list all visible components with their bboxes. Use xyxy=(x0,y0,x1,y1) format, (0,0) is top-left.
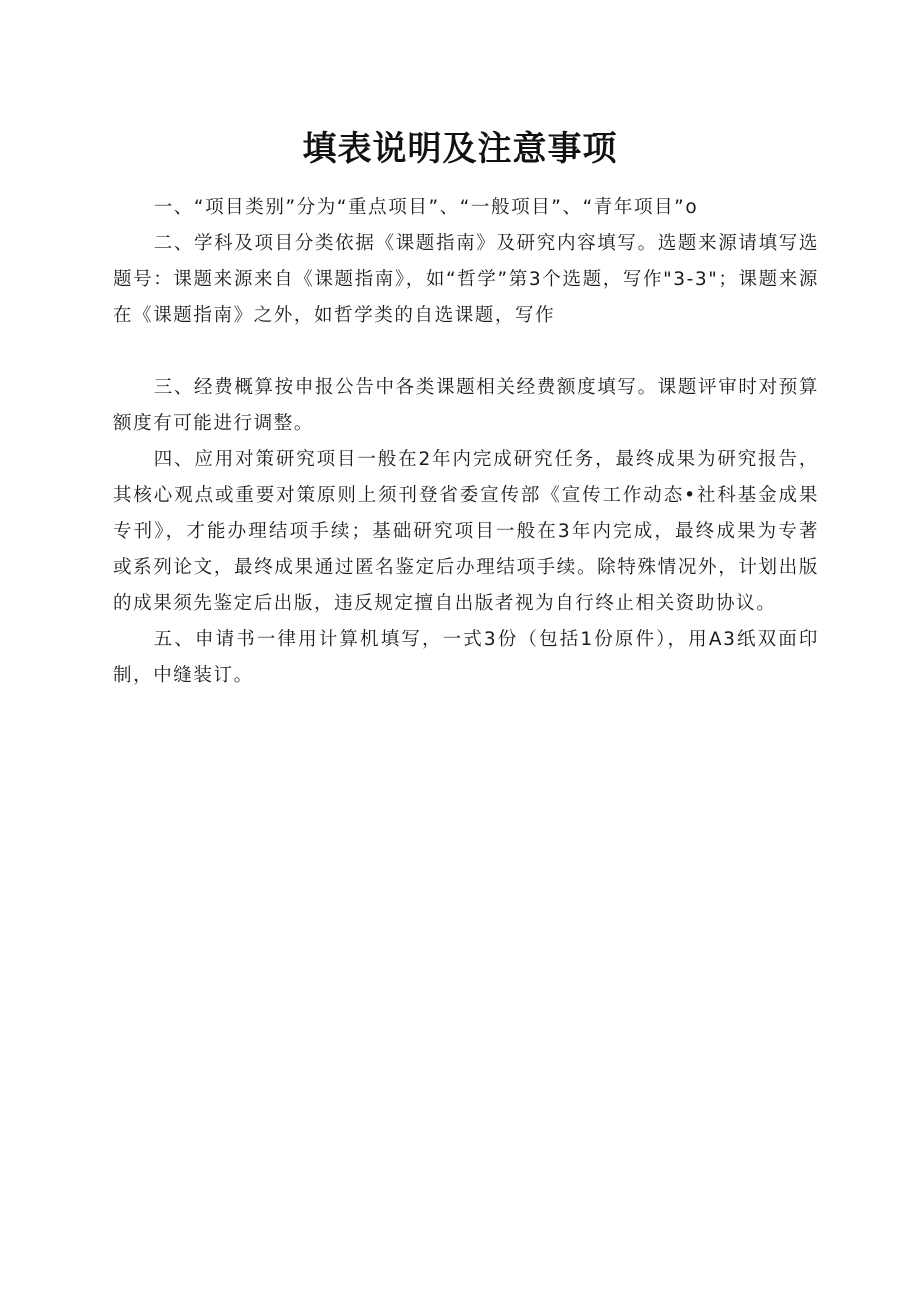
instruction-item-5: 五、申请书一律用计算机填写，一式3份（包括1份原件），用A3纸双面印制，中缝装订。 xyxy=(113,629,819,686)
document-title: 填表说明及注意事项 xyxy=(302,129,618,169)
instruction-item-4: 四、应用对策研究项目一般在2年内完成研究任务，最终成果为研究报告，其核心观点或重要对策原则上须刊登省委宣传部《宣传工作动态•社科基金成果专刊》，才能办理结项手续；基础研究项目一般在3年内完成，最终成果为专著或系列论文，最终成果通过匿名鉴定后办理结项手续。除特殊情况外，计划出版的成果须先鉴定后出版，违反规定擅自出版者视为自行终止相关资助协议。 xyxy=(113,449,819,614)
instruction-item-3: 三、经费概算按申报公告中各类课题相关经费额度填写。课题评审时对预算额度有可能进行调整。 xyxy=(113,377,819,434)
instruction-item-2: 二、学科及项目分类依据《课题指南》及研究内容填写。选题来源请填写选题号：课题来源来自《课题指南》，如“哲学”第3个选题，写作"3-3"；课题来源在《课题指南》之外，如哲学类的自选课题，写作 xyxy=(113,233,819,326)
instructions-body xyxy=(113,190,819,694)
instruction-item-1: 一、“项目类别”分为“重点项目”、“一般项目”、“青年项目”o xyxy=(153,197,699,218)
